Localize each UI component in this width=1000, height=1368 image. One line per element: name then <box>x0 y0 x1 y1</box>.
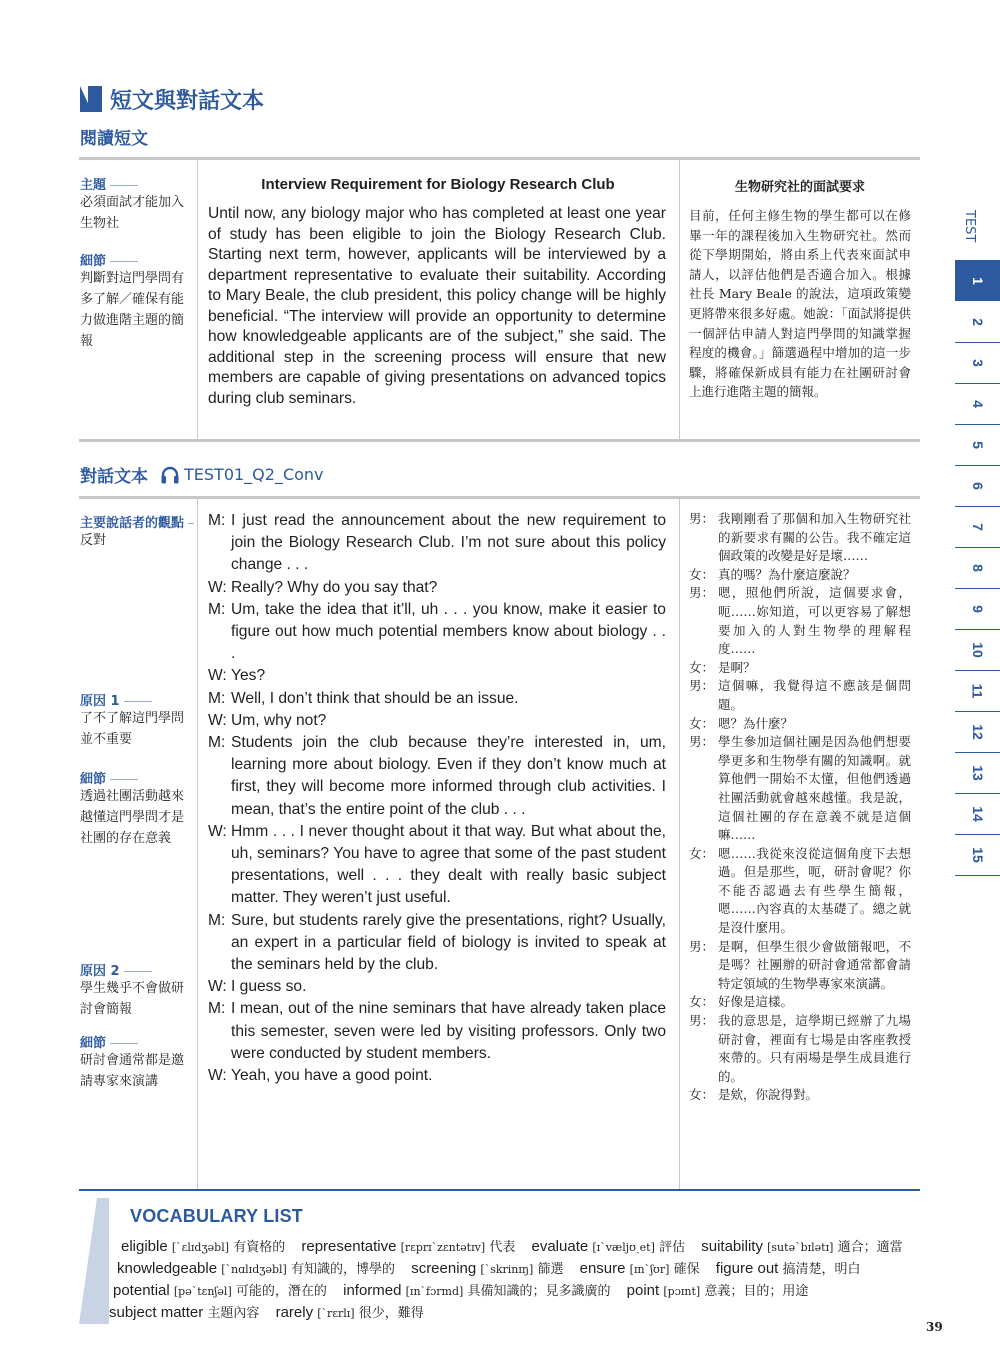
detail-text: 判斷對這門學問有多了解／確保有能力做進階主題的簡報 <box>80 271 185 349</box>
zh-dialogue-line: 女： 好像是這樣。 <box>689 994 794 1010</box>
vocab-entry: representative [rɛprɪˋzɛntətɪv] 代表 <box>301 1238 516 1255</box>
divider <box>79 439 920 442</box>
tab-test-9[interactable]: 9 <box>969 604 986 613</box>
vocab-entry: potential [pəˋtɛnʃəl] 可能的，潛在的 <box>113 1282 327 1299</box>
divider <box>197 499 198 1189</box>
vocab-entry: subject matter 主題內容 <box>109 1304 260 1321</box>
vocab-row <box>121 1236 915 1255</box>
tab-test-12[interactable]: 12 <box>969 723 986 740</box>
vocab-entry: eligible [ˋɛlɪdʒəbl] 有資格的 <box>121 1238 286 1255</box>
zh-dialogue-line: 女： 嗯……我從來沒從這個角度下去想過。但是那些，呃，研討會呢？你不能否認過去有些學生簡報，嗯……內容真的太基礎了。總之就是沒什麼用。 <box>689 845 911 936</box>
detail1-text: 透過社團活動越來越懂這門學問才是社團的存在意義 <box>80 789 185 846</box>
vocab-entry: point [pɔɪnt] 意義；目的；用途 <box>626 1282 809 1299</box>
section-marker-icon <box>80 86 102 112</box>
tab-test-13[interactable]: 13 <box>969 764 986 781</box>
divider <box>679 499 680 1189</box>
vocab-entry: rarely [ˋrɛrlɪ] 很少，難得 <box>275 1304 424 1321</box>
divider <box>679 160 680 440</box>
detail1-label: 細節 <box>80 768 138 787</box>
tab-test-4[interactable]: 4 <box>969 399 986 408</box>
vocab-entry: figure out 搞清楚，明白 <box>715 1260 861 1277</box>
zh-dialogue-line: 男： 是啊，但學生很少會做簡報吧，不是嗎？社團辦的研討會通常都會請特定領域的生物學專家來演講。 <box>689 938 911 991</box>
tab-test-5[interactable]: 5 <box>969 440 986 449</box>
vocab-entry: screening [ˋskrinɪŋ] 篩選 <box>411 1260 564 1277</box>
tab-test-10[interactable]: 10 <box>969 641 986 658</box>
dialogue-line: W: I guess so. <box>208 978 307 996</box>
vocab-row <box>117 1258 873 1277</box>
reason1-text: 了不了解這門學問並不重要 <box>80 711 185 747</box>
zh-dialogue-line: 男： 這個嘛，我覺得這不應該是個問題。 <box>689 678 911 712</box>
zh-dialogue-line: 男： 學生參加這個社團是因為他們想要學更多和生物學有關的知識啊。就算他們一開始不太懂，但他們透過社團活動就會越來越懂。我是說，這個社團的存在意義不就是這個嘛…… <box>689 734 911 843</box>
tab-test-11[interactable]: 11 <box>969 683 986 698</box>
tab-test-2[interactable]: 2 <box>969 317 986 326</box>
dialogue-line: M: Sure, but students rarely give the presentations, right? Usually, an expert in a particular field of biology is invited to speak at the seminars held by the club. <box>208 911 666 974</box>
view-text: 反對 <box>80 533 107 548</box>
reason2-text: 學生幾乎不會做研討會簡報 <box>80 981 185 1017</box>
topic-label: 主題 <box>80 174 138 193</box>
dialogue-line: W: Yes? <box>208 667 266 685</box>
page-number: 39 <box>926 1320 943 1334</box>
zh-dialogue-line: 女： 真的嗎？為什麼這麼說？ <box>689 566 856 582</box>
dialogue-line: W: Hmm . . . I never thought about it that way. But what about the, uh, seminars? You have to agree that some of the past student presentations, well . . . they dealt with really basic subject matter. They weren’t just useful. <box>208 822 666 907</box>
tab-test-3[interactable]: 3 <box>969 358 986 367</box>
vocab-entry: informed [ɪnˋfɔrmd] 具備知識的；見多識廣的 <box>343 1282 611 1299</box>
zh-passage-body: 目前，任何主修生物的學生都可以在修畢一年的課程後加入生物研究社。然而從下學期開始，將由系上代表來面試申請人，以評估他們是否適合加入。根據社長 Mary Beale 的說法，這項政策變更將帶來很多好處。她說：「面試將提供一個評估申請人對這門學問的知識掌握程度的機會。」篩選過程中增加的這一步驟，將確保新成員有能力在社團研討會上進行進階主題的簡報。 <box>689 208 911 400</box>
tab-separator <box>955 875 1000 876</box>
detail2-label: 細節 <box>80 1032 138 1051</box>
zh-passage-title: 生物研究社的面試要求 <box>734 180 865 195</box>
vocab-entry: evaluate [ɪˋvæljʊˏet] 評估 <box>531 1238 686 1255</box>
dialogue-line: M: Well, I don’t think that should be an issue. <box>208 689 519 707</box>
dialogue-line: W: Um, why not? <box>208 711 327 729</box>
vocab-row <box>113 1280 820 1299</box>
audio-track-label[interactable]: TEST01_Q2_Conv <box>184 465 324 484</box>
dialogue-line: M: I mean, out of the nine seminars that have already taken place this semester, seven were led by visiting professors. Only two were conducted by student members. <box>208 1000 666 1062</box>
dialogue-line: W: Yeah, you have a good point. <box>208 1067 433 1085</box>
section-header <box>80 84 264 114</box>
zh-dialogue-line: 男： 嗯，照他們所說，這個要求會，呃……妳知道，可以更容易了解想要加入的人對生物學的理解程度…… <box>689 585 911 657</box>
conversation-header <box>80 462 324 487</box>
passage-body: Until now, any biology major who has completed at least one year of study has been eligible to join the Biology Research Club. Starting next term, however, applicants will be interviewed by a department representative to evaluate their suitability. According to Mary Beale, the club president, this policy change will be highly beneficial. “The interview will provide an opportunity to determine how knowledgeable applicants are of the subject,” she said. The additional step in the screening process will ensure that new members are capable of giving presentations on advanced topics during club seminars. <box>208 205 666 407</box>
dialogue-line: M: Students join the club because they’re interested in, um, learning more about biology. Even if they don’t know much at first, they will become more informed through club activities. I mean, that’s the entire point of the club . . . <box>208 734 666 818</box>
dialogue-line: W: Really? Why do you say that? <box>208 578 438 596</box>
zh-conversation-transcript <box>689 510 911 1105</box>
zh-dialogue-line: 女： 嗯？為什麼？ <box>689 715 794 731</box>
vocabulary-list <box>79 1198 920 1324</box>
zh-dialogue-line: 女： 是欸，你說得對。 <box>689 1087 819 1103</box>
divider <box>79 496 920 499</box>
divider <box>79 1189 920 1191</box>
divider <box>197 160 198 440</box>
reading-subtitle: 閱讀短文 <box>80 129 148 149</box>
tab-test-6[interactable]: 6 <box>969 481 986 490</box>
vocab-entry: knowledgeable [ˋnɑlɪdʒəbl] 有知識的，博學的 <box>117 1260 396 1277</box>
reason1-label: 原因 1 <box>80 690 152 709</box>
tabs-label: TEST <box>962 210 977 243</box>
tab-test-7[interactable]: 7 <box>969 522 986 531</box>
dialogue-line: M: Um, take the idea that it’ll, uh . . . you know, make it easier to figure out how much potential members know about biology . . . <box>208 600 666 663</box>
zh-dialogue-line: 女： 是啊？ <box>689 659 756 675</box>
dialogue-line: M: I just read the announcement about the new requirement to join the Biology Research Club. I’m not sure about this policy change . . . <box>208 512 666 574</box>
tab-test-15[interactable]: 15 <box>969 846 986 863</box>
topic-text: 必須面試才能加入生物社 <box>80 195 185 231</box>
vocab-entry: suitability [sutəˋbɪlətɪ] 適合；適當 <box>701 1238 903 1255</box>
reason2-label: 原因 2 <box>80 960 152 979</box>
passage-title: Interview Requirement for Biology Research Club <box>261 176 615 193</box>
conversation-title: 對話文本 <box>80 467 148 487</box>
view-label: 主要說話者的觀點 <box>80 512 194 531</box>
detail2-text: 研討會通常都是邀請專家來演講 <box>80 1053 185 1089</box>
tab-test-8[interactable]: 8 <box>969 563 986 572</box>
tab-test-14[interactable]: 14 <box>969 805 986 822</box>
headphone-icon[interactable] <box>160 466 180 484</box>
section-title: 短文與對話文本 <box>110 88 265 114</box>
zh-dialogue-line: 男： 我的意思是，這學期已經辦了九場研討會，裡面有七場是由客座教授來帶的。只有兩場是學生成員進行的。 <box>689 1013 911 1084</box>
tab-test-1[interactable]: 1 <box>955 260 1000 301</box>
vocab-entry: ensure [ɪnˋʃʊr] 確保 <box>579 1260 700 1277</box>
detail-label: 細節 <box>80 250 138 269</box>
vocab-decoration-icon <box>79 1198 109 1324</box>
vocab-row <box>109 1302 436 1321</box>
conversation-transcript <box>208 510 666 1087</box>
vocab-title: VOCABULARY LIST <box>130 1206 304 1226</box>
zh-dialogue-line: 男： 我剛剛看了那個和加入生物研究社的新要求有關的公告。我不確定這個政策的改變是好是壞…… <box>689 511 911 564</box>
divider <box>79 157 920 160</box>
